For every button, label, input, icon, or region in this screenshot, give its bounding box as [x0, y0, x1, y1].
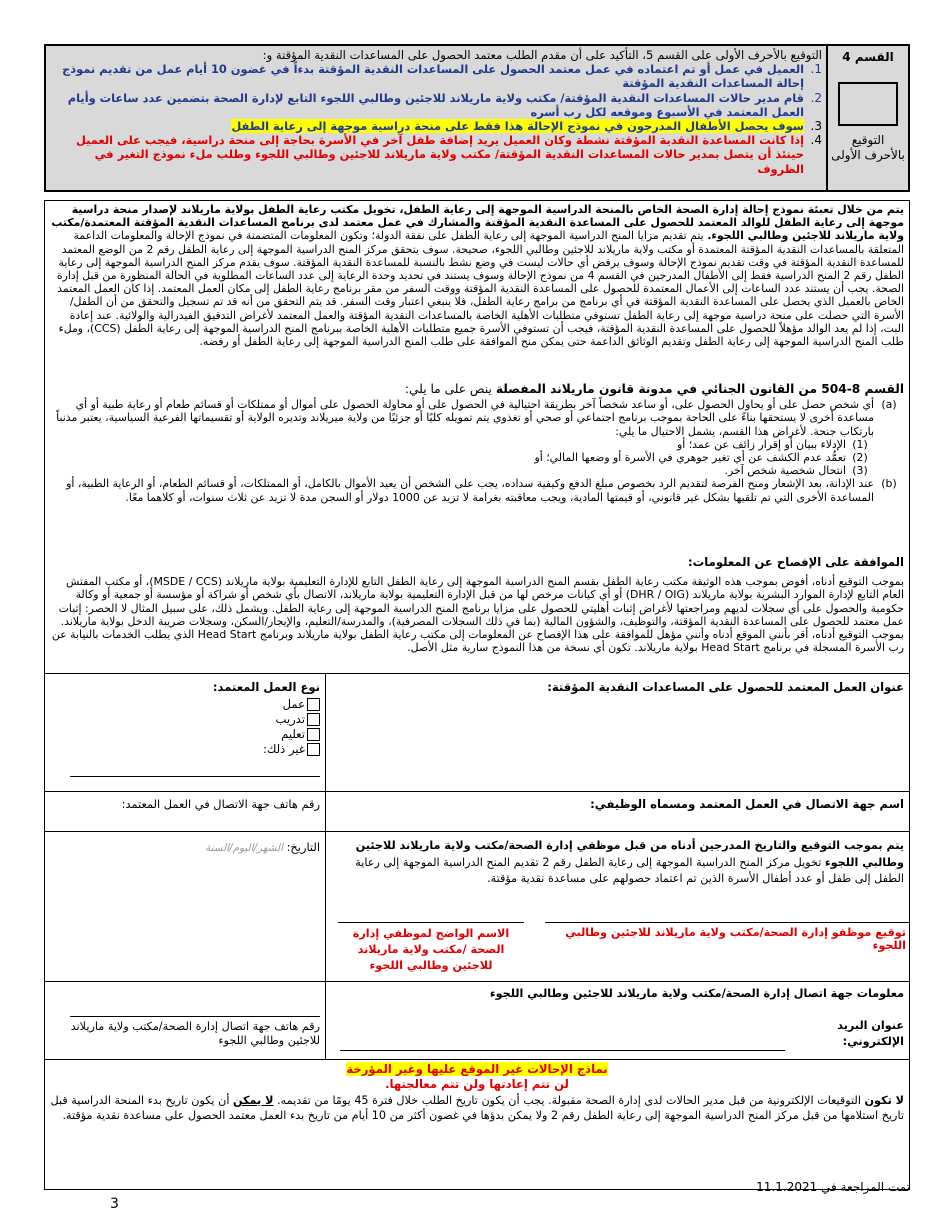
checkbox[interactable]: [307, 698, 320, 711]
section4-intro: التوقيع بالأحرف الأولى على القسم 5، التأكيد على أن مقدم الطلب معتمد الحصول على المساعدات النقدية المؤقتة و:: [262, 48, 822, 62]
sub-label: (1): [852, 437, 868, 451]
section4-item: [52, 119, 822, 133]
certification-text: [334, 838, 904, 888]
divider: [44, 981, 910, 982]
option-label: تدريب: [275, 712, 305, 726]
section4-item: [52, 91, 822, 119]
intro-paragraph: [50, 203, 904, 348]
section4-item: [52, 133, 822, 176]
notice-bold: لا تكون: [864, 1094, 904, 1107]
printed-name-label: الاسم الواضح لموظفي إدارة الصحة /مكتب ولاية ماريلاند للاجئين وطالبي اللجوء: [352, 927, 510, 972]
divider: [44, 1059, 910, 1060]
signature-label: توقيع موظفو إدارة الصحة/مكتب ولاية ماريلاند للاجئين وطالبي اللجوء: [565, 926, 906, 952]
section4-title: القسم 4: [842, 50, 894, 64]
sub-text: انتحال شخصية شخص آخر.: [724, 464, 846, 478]
cert-body: تخويل مركز المنح الدراسية الموجهة إلى رعاية الطفل رقم 2 تقديم المنح الدراسية الموجهة إلى رعاية الطفل إلى طفل أو عدد أطفال الأسرة الذين تم اعتماد حصولهم على مساعدة نقدية مؤقتة.: [355, 855, 904, 885]
option-label: تعليم: [281, 727, 305, 741]
divider: [44, 673, 910, 674]
cert-bold: يتم بموجب التوقيع والتاريخ المدرجين أدناه من قبل موظفي إدارة الصحة/مكتب ولاية ماريلاند للاجئين وطالبي اللجوء: [355, 839, 904, 869]
notice-heading: [50, 1062, 904, 1091]
divider: [325, 673, 326, 791]
date-field[interactable]: [90, 840, 320, 854]
item-text: إذا كانت المساعدة النقدية المؤقتة نشطة وكان العميل يريد إضافة طفل آخر في الأسرة بحاجة إلى منحة دراسية، فيجب على العميل حينئذ أن يتصل بمدير حالات المساعدات النقدية المؤقتة/ مكتب ولاية ماريلاند للاجئين وطالبي اللجوء وطلب ملء نموذج التغير في الظروف: [75, 133, 804, 176]
law-clause-b: [50, 477, 904, 503]
sub-label: (3): [852, 464, 868, 478]
other-work-type-line[interactable]: [70, 776, 320, 777]
work-type-option[interactable]: [180, 727, 320, 742]
clause-text: عند الإدانة، بعد الإشعار ومنح الفرصة لتقديم الرد بخصوص مبلغ الدفع وكيفية سداده، يجب على الشخص أن يعيد الأموال بالكامل، أو الممتلكات، أو قسائم الطعام، أو الرعاية الطبية، أو المساعدة الأخرى التي تم تلقيها بشكل غير قانوني، أو قيمتها المادية، ويجب معاقبته بغرامة لا تزيد عن 1000 دولار أو السجن مدة لا تزيد عن ثلاث سنوات، أو كلاهما معًا.: [66, 477, 874, 504]
consent-text: بموجب التوقيع أدناه، أفوض بموجب هذه الوثيقة مكتب رعاية الطفل بقسم المنح الدراسية الموجهة إلى رعاية الطفل التابع للإدارة التعليمية بولاية ماريلاند (MSDE / CCS)، أو مكتب المفتش العام التابع لإدارة الموارد البشرية بولاية ماريلاند (DHR / OIG) أو أي كيانات مرخص لها من قبل الإدارة التعليمية بولاية ماريلاند، الاتصال بأي شخص أو شراكة أو مؤسسة أو جمعية أو وكالة حكومية والحصول على أي سجلات لديهم ومراجعتها لأغراض إثبات أهليتي للحصول على مزايا برنامج المنح الدراسية الموجهة إلى رعاية الطفل. ويشمل ذلك، على سبيل المثال لا الحصر: إثبات عمل معتمد للحصول على المساعدة النقدية المؤقتة، والتوظيف، والشؤون المالية (بما في ذلك السجلات المصرفية)، والمدرسة/التعليم، والإيجار/السكن، وسجلات ضريبة الدخل بولاية ماريلاند. بموجب التوقيع أدناه، أقر بأنني الموقع أدناه وأنني مؤهل للموافقة على هذا الإفصاح عن المعلومات إلى مكتب رعاية الطفل بولاية ماريلاند وبرنامج Head Start الذي يطلب الخدمات بالنيابة عن رب الأسرة المسجلة في برنامج Head Start بولاية ماريلاند. تكون أي نسخة من هذا النموذج سارية مثل الأصل.: [51, 575, 904, 655]
date-label: التاريخ:: [286, 840, 320, 854]
email-label: عنوان البريد الإلكتروني:: [837, 1019, 904, 1048]
law-section: [50, 383, 904, 504]
item-text: العميل في عمل أو تم اعتماده في عمل معتمد الحصول على المساعدات النقدية المؤقتة بدءاً في غضون 10 أيام عمل من تقديم نموذج إحالة المساعدات النقدية المؤقتة: [62, 62, 804, 91]
initials-box[interactable]: [838, 82, 898, 126]
option-label: غير ذلك:: [262, 742, 305, 756]
notice-line2: لن تتم إعادتها ولن تتم معالجتها.: [385, 1076, 569, 1091]
work-address-input[interactable]: [334, 700, 904, 786]
intro-bold: يتم من خلال تعبئة نموذج إحالة إدارة الصحة الخاص بالمنحة الدراسية الموجهة إلى رعاية الطفل، تخويل مكتب رعاية الطفل بولاية ماريلاند لإصدار منحة دراسية موجهة إلى رعاية الطفل للوالد المعتمد للحصول على المساعدة النقدية المؤقتة والمشارك في عمل معتمد لدى برنامج المساعدات النقدية المؤقتة المعتمدة/مكتب ولاية ماريلاند للاجئين وطالبي اللجوء.: [51, 203, 904, 243]
law-sub-item: [50, 438, 904, 451]
sub-text: تعمُّد عدم الكشف عن أي تغير جوهري في الأسرة أو وضعها المالي؛ أو: [534, 451, 846, 465]
law-sub-item: [50, 464, 904, 477]
divider: [325, 791, 326, 831]
divider: [325, 831, 326, 981]
revision-date: تمت المراجعة في 11.1.2021: [756, 1180, 910, 1194]
item-number: 1.: [810, 62, 822, 77]
initials-label: التوقيع بالأحرف الأولى: [831, 133, 905, 162]
clause-label: (a): [881, 398, 897, 412]
sub-text: الإدلاء ببيان أو إقرار زائف عن عمد؛ أو: [676, 437, 846, 451]
item-text: قام مدير حالات المساعدات النقدية المؤقتة/ مكتب ولاية ماريلاند للاجئين وطالبي اللجوء التابع لإدارة الصحة بتضمين عدد ساعات وأيام العمل المعتمد في الأسبوع وموقعه لكل رب أسره: [67, 90, 804, 119]
divider: [44, 831, 910, 832]
consent-heading: الموافقة على الإفصاح عن المعلومات:: [688, 555, 904, 569]
work-address-label: عنوان العمل المعتمد للحصول على المساعدات النقدية المؤقتة:: [547, 680, 904, 694]
clause-label: (b): [881, 477, 897, 491]
work-type-option[interactable]: [180, 742, 320, 757]
email-input-line[interactable]: [340, 1050, 785, 1051]
signature-line[interactable]: [545, 922, 909, 923]
law-sub-item: [50, 451, 904, 464]
work-type-option[interactable]: [180, 697, 320, 712]
contact-name-label: اسم جهة الاتصال في العمل المعتمد ومسماه الوظيفي:: [590, 797, 904, 811]
item-number: 3.: [810, 119, 822, 134]
printed-name-line[interactable]: [338, 922, 524, 923]
law-heading-rest: ينص على ما يلي:: [404, 382, 496, 396]
date-placeholder: الشهر/اليوم/السنة: [205, 842, 283, 854]
notice-text: التوقيعات الإلكترونية من قبل مدير الحالات لدى إدارة الصحة مقبولة. يجب أن يكون تاريخ الطلب خلال فترة 45 يومًا من تقديمه.: [273, 1094, 865, 1107]
notice-text: أن يكون تاريخ بدء المنحة الدراسية قبل تاريخ استلامها من قبل مركز المنح الدراسية الموجهة إلى رعاية الطفل رقم 2 ولا يمكن بدؤها في غضون أكثر من 10 أيام من تاريخ بدء العمل معتمد الحصول على مساعدة نقدية مؤقتة.: [50, 1094, 904, 1122]
checkbox[interactable]: [307, 728, 320, 741]
page-number: 3: [110, 1196, 119, 1212]
sub-label: (2): [852, 451, 868, 465]
contact-phone-label: رقم هاتف جهة الاتصال في العمل المعتمد:: [121, 797, 320, 811]
option-label: عمل: [282, 697, 305, 711]
checkbox[interactable]: [307, 743, 320, 756]
notice-body: [50, 1093, 904, 1123]
item-number: 4.: [810, 133, 822, 148]
work-type-options: [180, 697, 320, 757]
section4-content: [52, 48, 822, 176]
divider: [44, 791, 910, 792]
item-text-highlighted: سوف يحصل الأطفال المدرجون في نموذج الإحالة هذا فقط على منحة دراسية موجهة إلى رعاية الطفل: [231, 119, 804, 134]
divider: [325, 981, 326, 1059]
checkbox[interactable]: [307, 713, 320, 726]
clause-text: أي شخص حصل على أو يحاول الحصول على، أو ساعد شخصاً آخر بطريقة احتيالية في الحصول على أو محاولة الحصول على أموال أو ممتلكات أو قسائم طعام أو رعاية طبية أو أي مساعدة أخرى لا يستحقها بناءً على الحاجة بموجب برنامج اجتماعي أو صحي أو تغذوي يتم تمويله كليًا أو جزئيًا من ولاية ميريلاند وتديره الولاية أو تقسيماتها الفرعية السياسية، يعتبر مذنباً بارتكاب جنحة. لأغراض هذا القسم، يشمل الاحتيال ما يلي:: [56, 398, 874, 438]
intro-text: يتم تقديم مزايا المنح الدراسية الموجهة إلى رعاية الطفل على نفقة الدولة؛ وتكون المعلومات المتضمنة في نموذج الإحالة والمعلومات الداعمة المتعلقة بالمساعدات النقدية المؤقتة المعتمدة أو مكتب ولاية ماريلاند للاجئين وطالبي اللجوء، صحيحة. سوف يتحقق مركز المنح الدراسية الموجهة إلى رعاية الطفل رقم 2 من الوضع المعتمد للمساعدة النقدية المؤقتة في وقت تقديم نموذج الإحالة وسوف يرفض أي حالات ليست في وضع نشط بالنسبة للمساعدة النقدية المؤقتة. سوف يقدم مركز المنح الدراسية الموجهة إلى رعاية الطفل رقم 2 المنح الدراسية فقط إلى الأطفال المدرجين في القسم 4 من نموذج الإحالة وسوف يستند في تحديد وحدة الرعاية إلى عدد الساعات المطلوبة في الحالة المنظورة من قبل إدارة الصحة. يجب أن يستند عدد الساعات إلى الأعمال المعتمدة للحصول على المساعدة النقدية المؤقتة ووقت السفر من مقر برنامج رعاية الطفل إلى مكان العمل المعتمد. إذا كان العمل المعتمد الخاص بالعميل الذي يحصل على المساعدة النقدية المؤقتة في أي برنامج من برامج رعاية الطفل، فلا ينبغي اعتبار وقت السفر. قد يتم التحقق من أنه قد تم تسجيل والتحقق من أن الطفل/الأسرة التي حصلت على منحة دراسية موجهة إلى رعاية الطفل تستوفي متطلبات الأهلية الخاصة بالمساعدات النقدية المؤقتة والعمل المعتمد لأغراض التدقيق الفيدرالية والولائية. عند إعادة البت، إذا لم يعد الوالد مؤهلاً للحصول على المساعدة النقدية المؤقتة، فيجب أن تستوفي الأسرة جميع متطلبات الأهلية الخاصة ببرنامج المنح الدراسية الموجهة إلى رعاية الطفل (CCS)، وملء طلب المنح الدراسية الموجهة إلى رعاية الطفل وتقديم الوثائق الداعمة حتى يمكن منح الموافقة على طلب المنح الدراسية الموجهة إلى رعاية الطفل أو رفضه.: [56, 229, 904, 349]
law-clause-a: [50, 398, 904, 438]
section4-item: [52, 62, 822, 90]
dhs-contact-label: معلومات جهة اتصال إدارة الصحة/مكتب ولاية ماريلاند للاجئين وطالبي اللجوء: [489, 987, 904, 1000]
item-number: 2.: [810, 90, 822, 105]
law-heading-bold: القسم 8-504 من القانون الجنائي في مدونة قانون ماريلاند المفصلة: [495, 382, 904, 396]
dhs-phone-line[interactable]: [70, 1016, 320, 1017]
work-type-option[interactable]: [180, 712, 320, 727]
notice-line1: نماذج الإحالات غير الموقع عليها وغير المؤرخة: [346, 1062, 608, 1076]
work-type-label: نوع العمل المعتمد:: [212, 680, 320, 694]
dhs-phone-label: رقم هاتف جهة اتصال إدارة الصحة/مكتب ولاية ماريلاند للاجئين وطالبي اللجوء: [70, 1020, 320, 1047]
law-heading: [50, 383, 904, 396]
consent-section: [50, 556, 904, 654]
notice-bold: لا يمكن: [232, 1094, 274, 1107]
